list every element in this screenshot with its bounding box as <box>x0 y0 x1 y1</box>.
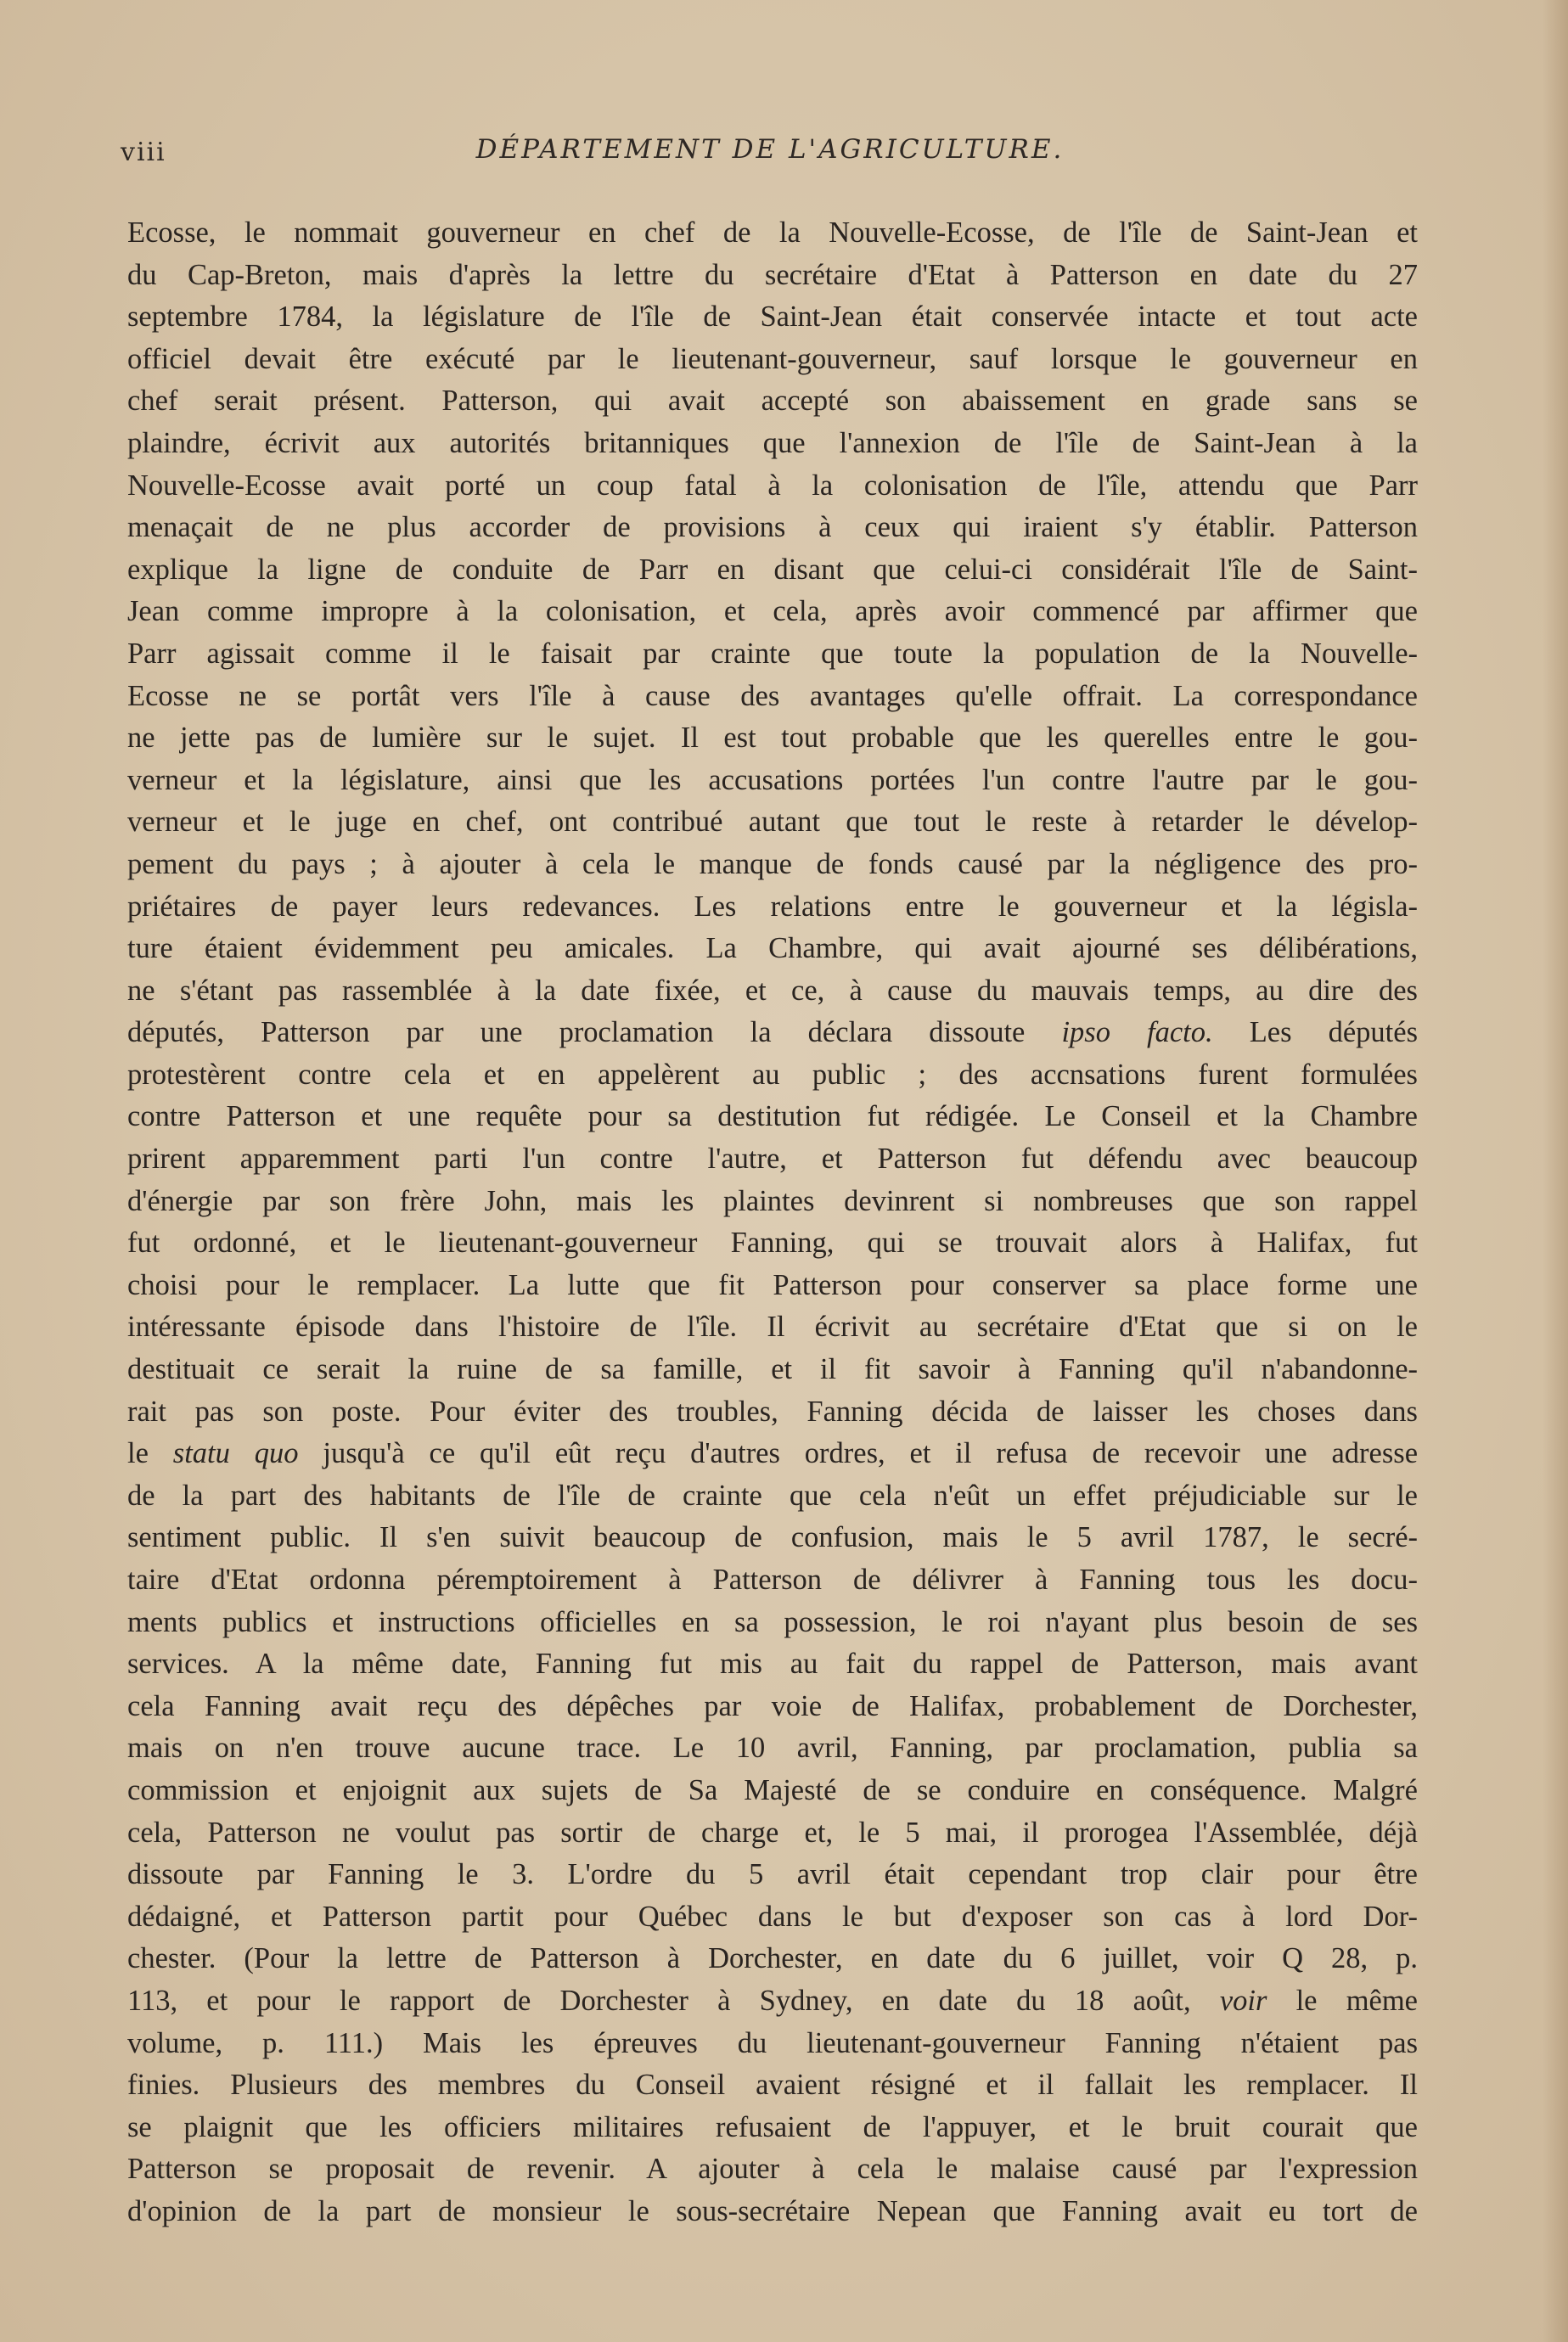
text-line: verneur et le juge en chef, ont contribué autant que tout le reste à retarder le dévelop- <box>127 806 1418 839</box>
body-paragraph <box>127 212 1418 2233</box>
text-line: Jean comme impropre à la colonisation, et cela, après avoir commencé par affirmer que <box>127 595 1418 628</box>
italic-text: voir <box>1219 1984 1267 2017</box>
page-number: viii <box>121 138 166 167</box>
running-title: DÉPARTEMENT DE L'AGRICULTURE. <box>475 134 1065 165</box>
text-line: commission et enjoignit aux sujets de Sa Majesté de se conduire en conséquence. Malgré <box>127 1773 1418 1806</box>
text-line: de la part des habitants de l'île de crainte que cela n'eût un effet préjudiciable sur le <box>127 1479 1418 1512</box>
text-line: chester. (Pour la lettre de Patterson à Dorchester, en date du 6 juillet, voir Q 28, p. <box>127 1942 1418 1975</box>
text-line: dissoute par Fanning le 3. L'ordre du 5 avril était cependant trop clair pour être <box>127 1858 1418 1891</box>
running-header <box>121 134 1419 168</box>
text-line: chef serait présent. Patterson, qui avait accepté son abaissement en grade sans se <box>127 385 1418 418</box>
text-line: services. A la même date, Fanning fut mis au fait du rappel de Patterson, mais avant <box>127 1648 1418 1681</box>
text-line: Nouvelle-Ecosse avait porté un coup fatal à la colonisation de l'île, attendu que Parr <box>127 469 1418 502</box>
text-line: Parr agissait comme il le faisait par crainte que toute la population de la Nouvelle- <box>127 637 1418 670</box>
text-line: Ecosse ne se portât vers l'île à cause des avantages qu'elle offrait. La correspondance <box>127 679 1418 712</box>
text-line: prirent apparemment parti l'un contre l'autre, et Patterson fut défendu avec beaucoup <box>127 1143 1418 1176</box>
page-edge-shadow <box>1543 0 1568 2342</box>
text-line: sentiment public. Il s'en suivit beaucoup de confusion, mais le 5 avril 1787, le secré- <box>127 1521 1418 1554</box>
text-line: Patterson se proposait de revenir. A ajouter à cela le malaise causé par l'expression <box>127 2153 1418 2186</box>
text-line: mais on n'en trouve aucune trace. Le 10 avril, Fanning, par proclamation, publia sa <box>127 1732 1418 1765</box>
text-line: du Cap-Breton, mais d'après la lettre du secrétaire d'Etat à Patterson en date du 27 <box>127 258 1418 291</box>
text-line: finies. Plusieurs des membres du Conseil avaient résigné et il fallait les remplacer. Il <box>127 2069 1418 2102</box>
text-line: explique la ligne de conduite de Parr en disant que celui-ci considérait l'île de Saint- <box>127 553 1418 586</box>
text-line: se plaignit que les officiers militaires refusaient de l'appuyer, et le bruit courait que <box>127 2110 1418 2143</box>
text-line: contre Patterson et une requête pour sa destitution fut rédigée. Le Conseil et la Chambre <box>127 1100 1418 1133</box>
text-line: priétaires de payer leurs redevances. Les relations entre le gouverneur et la législa- <box>127 890 1418 923</box>
italic-text: statu quo <box>172 1437 299 1470</box>
text-line: rait pas son poste. Pour éviter des troubles, Fanning décida de laisser les choses dans <box>127 1395 1418 1428</box>
text-line: taire d'Etat ordonna péremptoirement à Patterson de délivrer à Fanning tous les docu- <box>127 1564 1418 1596</box>
text-line: 113, et pour le rapport de Dorchester à Sydney, en date du 18 août, voir le même <box>127 1984 1418 2017</box>
italic-text: ipso facto. <box>1061 1016 1213 1049</box>
text-line: le statu quo jusqu'à ce qu'il eût reçu d'autres ordres, et il refusa de recevoir une adresse <box>127 1437 1419 1470</box>
text-line: intéressante épisode dans l'histoire de l'île. Il écrivit au secrétaire d'Etat que si on le <box>127 1311 1418 1344</box>
text-line: protestèrent contre cela et en appelèrent au public ; des accnsations furent formulées <box>127 1058 1418 1091</box>
text-line: ture étaient évidemment peu amicales. La Chambre, qui avait ajourné ses délibérations, <box>127 932 1418 965</box>
text-line: plaindre, écrivit aux autorités britanniques que l'annexion de l'île de Saint-Jean à la <box>127 426 1418 459</box>
text-line: d'énergie par son frère John, mais les plaintes devinrent si nombreuses que son rappel <box>127 1184 1418 1217</box>
text-line: dédaigné, et Patterson partit pour Québec dans le but d'exposer son cas à lord Dor- <box>127 1900 1418 1933</box>
text-line: fut ordonné, et le lieutenant-gouverneur Fanning, qui se trouvait alors à Halifax, fut <box>127 1227 1418 1260</box>
text-line: d'opinion de la part de monsieur le sous-secrétaire Nepean que Fanning avait eu tort de <box>127 2194 1418 2227</box>
text-line: verneur et la législature, ainsi que les accusations portées l'un contre l'autre par le gou- <box>127 763 1418 796</box>
text-line: menaçait de ne plus accorder de provisions à ceux qui iraient s'y établir. Patterson <box>127 511 1418 544</box>
text-line: choisi pour le remplacer. La lutte que fit Patterson pour conserver sa place forme une <box>127 1268 1418 1301</box>
text-line: députés, Patterson par une proclamation la déclara dissoute ipso facto. Les députés <box>127 1016 1419 1049</box>
text-line: ne s'étant pas rassemblée à la date fixée, et ce, à cause du mauvais temps, au dire des <box>127 974 1418 1007</box>
text-line: cela, Patterson ne voulut pas sortir de charge et, le 5 mai, il prorogea l'Assemblée, déjà <box>127 1816 1418 1849</box>
text-line: volume, p. 111.) Mais les épreuves du lieutenant-gouverneur Fanning n'étaient pas <box>127 2026 1418 2059</box>
text-line: Ecosse, le nommait gouverneur en chef de la Nouvelle-Ecosse, de l'île de Saint-Jean et <box>127 216 1418 249</box>
text-line: ne jette pas de lumière sur le sujet. Il est tout probable que les querelles entre le gou- <box>127 722 1418 755</box>
text-line: septembre 1784, la législature de l'île de Saint-Jean était conservée intacte et tout acte <box>127 300 1418 334</box>
text-line: ments publics et instructions officielles en sa possession, le roi n'ayant plus besoin de ses <box>127 1605 1418 1638</box>
text-line: cela Fanning avait reçu des dépêches par voie de Halifax, probablement de Dorchester, <box>127 1689 1418 1722</box>
text-line: pement du pays ; à ajouter à cela le manque de fonds causé par la négligence des pro- <box>127 847 1418 880</box>
text-line: destituait ce serait la ruine de sa famille, et il fit savoir à Fanning qu'il n'abandonne- <box>127 1353 1418 1386</box>
text-line: officiel devait être exécuté par le lieutenant-gouverneur, sauf lorsque le gouverneur en <box>127 342 1418 375</box>
